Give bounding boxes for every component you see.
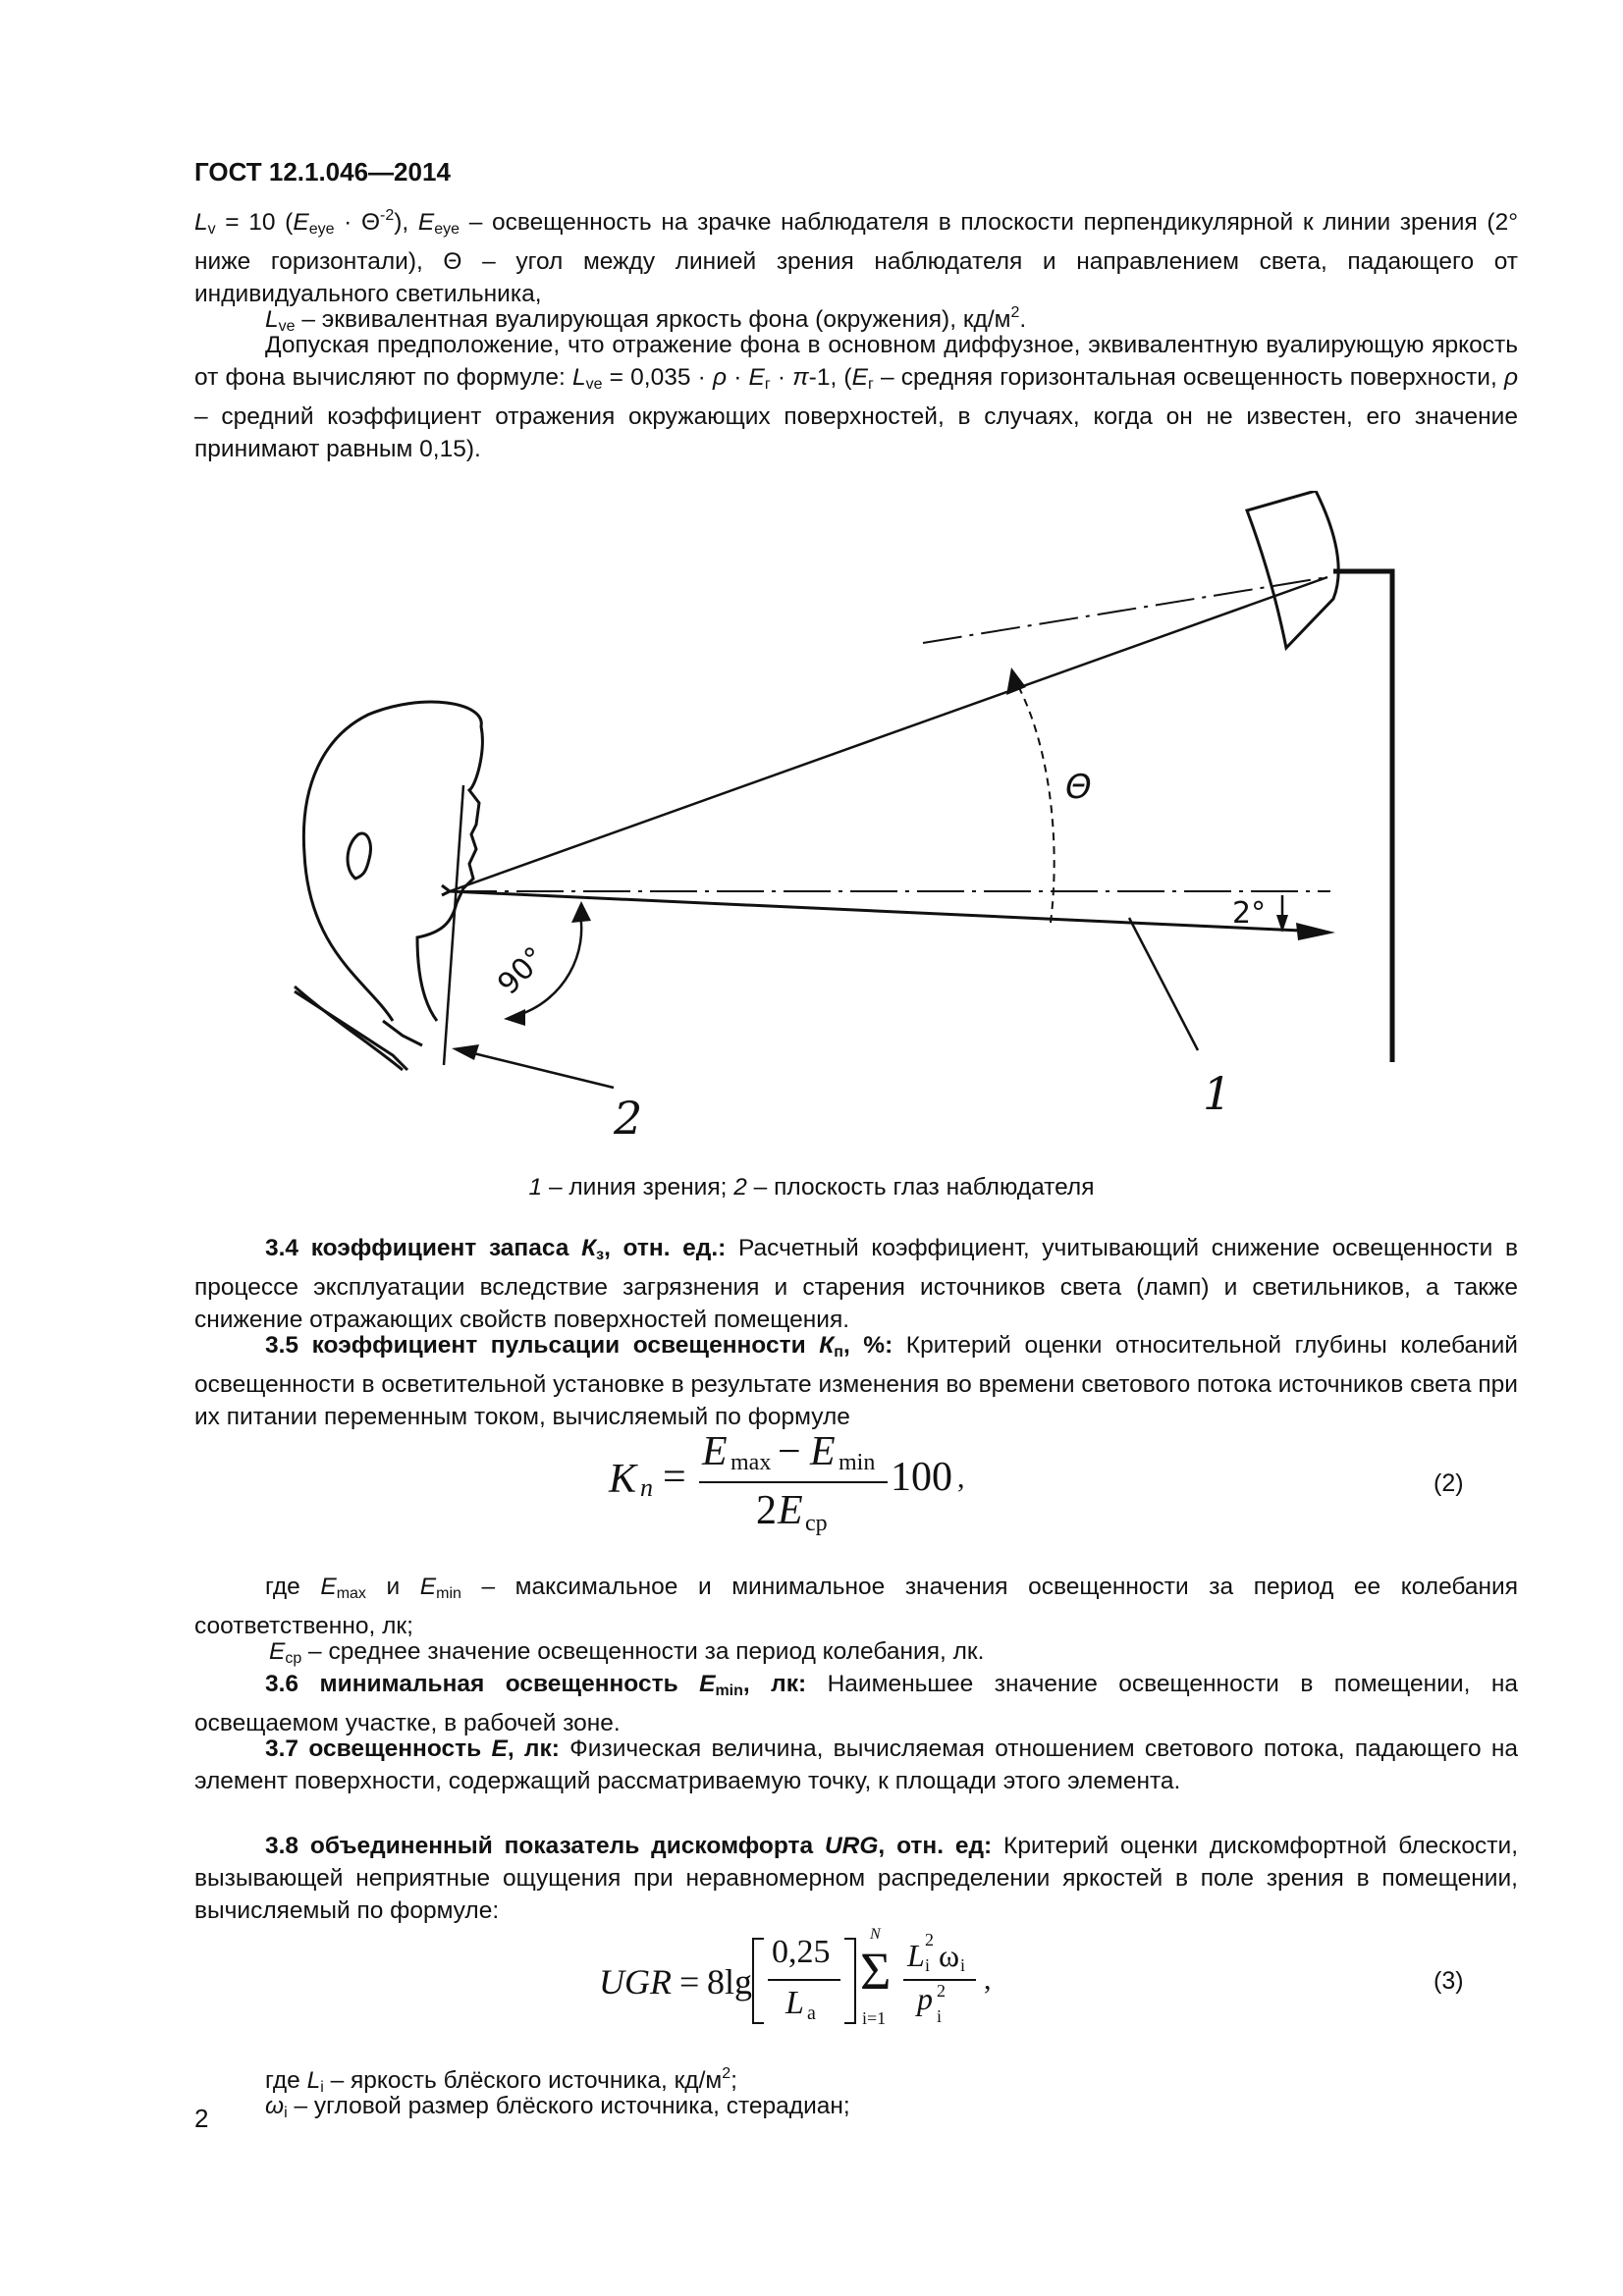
equation-number-3: (3): [1434, 1967, 1464, 1995]
formula-ugr: UGR = 8lg 0,25 L a N Σ i=1 L 2 i ω i p 2 i ,: [599, 1926, 992, 2028]
label-1-leader: [1129, 918, 1198, 1050]
label-2: 2: [614, 1092, 643, 1139]
theta-arrow: [1006, 667, 1026, 695]
section-3-5: 3.5 коэффициент пульсации освещенности $К_п$, %: Критерий оценки относительной глубины колебаний освещенности в осветительной установке в результате изменения во времени светового потока источников света при их питании переменным током, вычисляемый по формуле: [194, 1332, 1518, 1430]
equation-number-2: (2): [1434, 1469, 1464, 1497]
formula-3-legend-omega: $\omega_i$ – угловой размер блёского источника, стерадиан;: [265, 2093, 850, 2121]
formula-2-legend: где $E_{max}$ и $E_{min}$ – максимальное и минимальное значения освещенности за период ее колебания соответственно, лк;: [194, 1574, 1518, 1639]
page-number: 2: [194, 2104, 209, 2133]
observer-eye: [442, 885, 450, 895]
two-degree-label: 2°: [1232, 896, 1267, 931]
section-3-8: 3.8 объединенный показатель дискомфорта URG, отн. ед: Критерий оценки дискомфортной блескости, вызывающей неприятные ощущения при неравномерном распределении яркостей в поле зрения в помещении, вычисляемый по формуле:: [194, 1833, 1518, 1924]
section-3-7: 3.7 освещенность E, лк: Физическая величина, вычисляемая отношением светового потока, падающего на элемент поверхности, содержащий рассматриваемую точку, к площади этого элемента.: [194, 1735, 1518, 1794]
standard-header: ГОСТ 12.1.046—2014: [194, 157, 451, 187]
bracket-right: [844, 1938, 856, 2024]
label-2-leader: [461, 1050, 614, 1088]
label-1: 1: [1203, 1067, 1232, 1120]
lv-definition: $L_v = 10$ $(E_{eye} \cdot \Theta^{-2})$, $E_{eye}$ – освещенность на зрачке наблюдателя в плоскости перпендикулярной к линии зрения (2° ниже горизонтали), Θ – угол между линией зрения наблюдателя и направлением света, падающего от индивидуального светильника,: [194, 207, 1518, 307]
fraction-bar: [768, 1979, 840, 1981]
section-3-6: 3.6 минимальная освещенность $E_{min}$, лк: Наименьшее значение освещенности в помещении, на освещаемом участке, в рабочей зоне.: [194, 1671, 1518, 1736]
light-direction-line: [450, 577, 1327, 891]
sight-line-diagram: [275, 491, 1434, 1139]
luminaire: [1247, 491, 1338, 648]
formula-3-legend-l: где $L_i$ – яркость блёского источника, $кд/м^2$;: [265, 2065, 737, 2096]
right-angle-arrow-bottom: [504, 1009, 525, 1026]
theta-label: Θ: [1065, 768, 1092, 807]
formula-2-legend-ecp: $E_{ср}$ – среднее значение освещенности за период колебания, лк.: [269, 1638, 985, 1667]
lve-definition: $L_{ve}$ – эквивалентная вуалирующая яркость фона (окружения), $кд/м^2$.: [265, 304, 1027, 335]
assumption-paragraph: Допуская предположение, что отражение фона в основном диффузное, эквивалентную вуалирующую яркость от фона вычисляют по формуле: $L_{ve} = 0,035 \cdot \rho \cdot E_г \cdot \pi-1$, ($E_г$ – средняя горизонтальная освещенность поверхности, ρ – средний коэффициент отражения окружающих поверхностей, в случаях, когда он не известен, его значение принимают равным 0,15).: [194, 332, 1518, 462]
section-3-4: 3.4 коэффициент запаса $К_з$, отн. ед.: Расчетный коэффициент, учитывающий снижение освещенности в процессе эксплуатации вследствие загрязнения и старения источников света (ламп) и светильников, а также снижение отражающих свойств поверхностей помещения.: [194, 1235, 1518, 1333]
sight-line-arrow: [1296, 923, 1335, 940]
formula-pulsation: K n = E max − E min 2 E ср 100 ,: [609, 1429, 965, 1536]
right-angle-label: 90°: [491, 940, 553, 1002]
label-2-arrow: [452, 1044, 479, 1060]
luminaire-bracket: [1333, 571, 1392, 1062]
fraction-bar: [699, 1481, 888, 1483]
observer-ear: [348, 833, 370, 879]
right-angle-arrow-top: [571, 901, 591, 923]
light-extension-line: [923, 577, 1327, 643]
theta-arc: [1016, 682, 1055, 923]
bracket-left: [752, 1938, 764, 2024]
observer-head: [303, 702, 482, 1021]
figure-caption: 1 – линия зрения; 2 – плоскость глаз наблюдателя: [528, 1174, 1095, 1201]
